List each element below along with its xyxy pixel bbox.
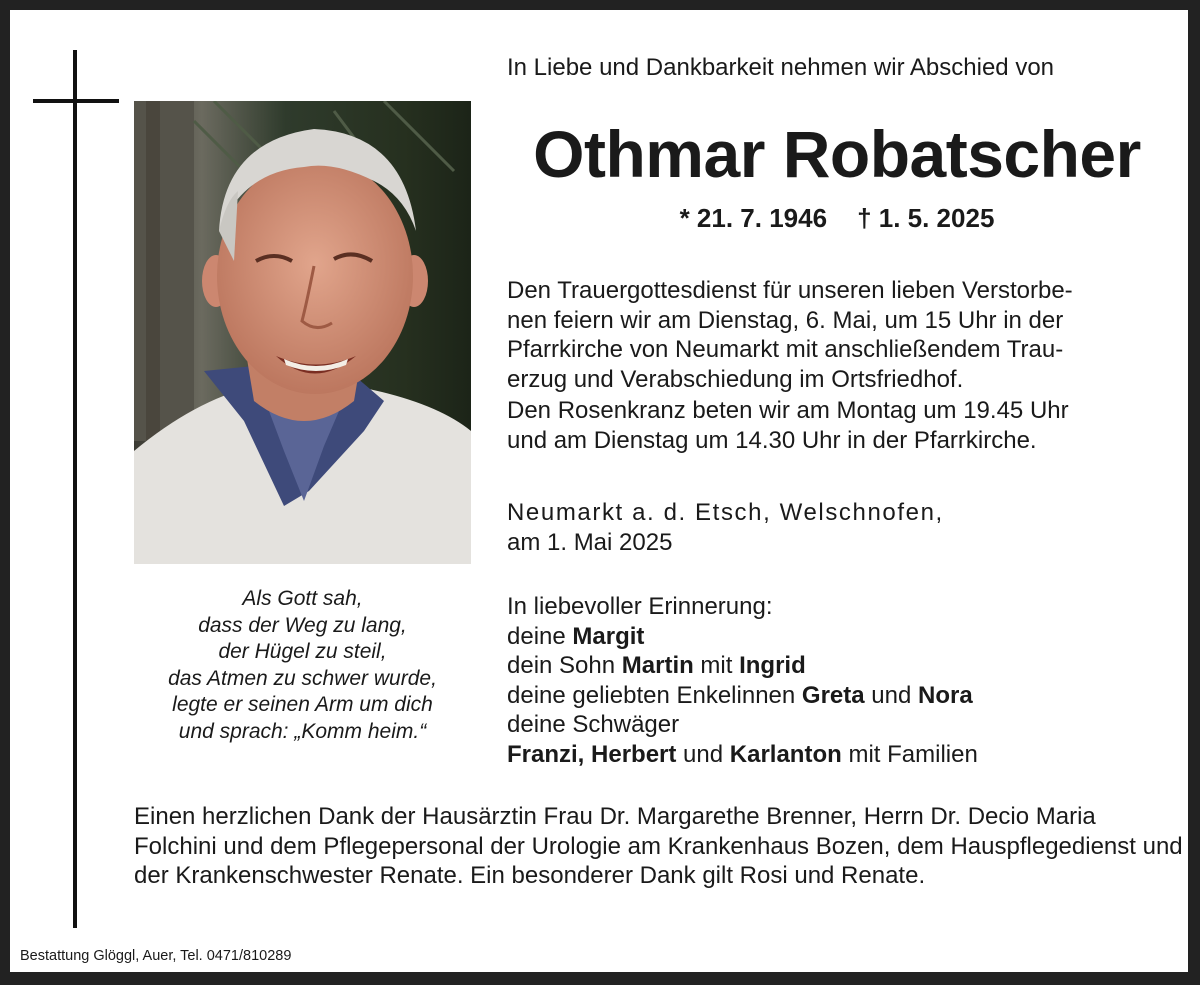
deceased-name: Othmar Robatscher <box>533 117 1141 191</box>
text-line: Den Trauergottesdienst für unseren lieben Verstorbe- <box>507 277 1073 304</box>
family-line: deine geliebten Enkelinnen Greta und Nora <box>507 681 973 709</box>
rosary-text <box>507 396 1069 455</box>
poem-line: Als Gott sah, <box>242 587 363 610</box>
text-line: Neumarkt a. d. Etsch, Welschnofen, <box>507 499 944 526</box>
family-line: deine Schwäger <box>507 711 680 738</box>
poem <box>134 586 471 745</box>
family-line: dein Sohn Martin mit Ingrid <box>507 652 806 679</box>
text-line: am 1. Mai 2025 <box>507 528 673 556</box>
cross-icon-vertical <box>73 50 77 928</box>
undertaker-contact: Bestattung Glöggl, Auer, Tel. 0471/810289 <box>20 948 292 964</box>
text-line: erzug und Verabschiedung im Ortsfriedhof. <box>507 365 964 393</box>
text-line: nen feiern wir am Dienstag, 6. Mai, um 15 Uhr in der <box>507 306 1064 334</box>
text-line: und am Dienstag um 14.30 Uhr in der Pfarrkirche. <box>507 426 1037 454</box>
life-dates <box>507 203 1167 234</box>
funeral-service-text <box>507 276 1073 394</box>
poem-line: das Atmen zu schwer wurde, <box>168 666 437 690</box>
poem-line: und sprach: „Komm heim.“ <box>178 719 427 743</box>
family-line: Franzi, Herbert und Karlanton mit Familien <box>507 740 978 768</box>
death-date: † 1. 5. 2025 <box>857 203 995 233</box>
birth-date: * 21. 7. 1946 <box>679 203 828 233</box>
place-and-date <box>507 498 944 557</box>
family-heading: In liebevoller Erinnerung: <box>507 593 773 620</box>
intro-text: In Liebe und Dankbarkeit nehmen wir Abschied von <box>507 54 1055 81</box>
cross-icon-horizontal <box>33 99 119 103</box>
poem-line: legte er seinen Arm um dich <box>172 693 433 716</box>
portrait-photo <box>134 101 471 564</box>
text-line: Den Rosenkranz beten wir am Montag um 19.45 Uhr <box>507 397 1069 424</box>
text-line: Pfarrkirche von Neumarkt mit anschließendem Trau- <box>507 336 1064 363</box>
family-line: deine Margit <box>507 622 645 650</box>
poem-line: dass der Weg zu lang, <box>198 613 407 637</box>
thanks-text: Einen herzlichen Dank der Hausärztin Frau Dr. Margarethe Brenner, Herrn Dr. Decio Maria Folchini und dem Pflegepersonal der Urologie am Krankenhaus Bozen, dem Hauspflegedienst und der Krankenschwester Renate. Ein besonderer Dank gilt Rosi und Renate. <box>134 803 1183 889</box>
poem-line: der Hügel zu steil, <box>218 640 387 663</box>
family-list <box>507 592 978 769</box>
obituary-notice <box>10 10 1188 972</box>
